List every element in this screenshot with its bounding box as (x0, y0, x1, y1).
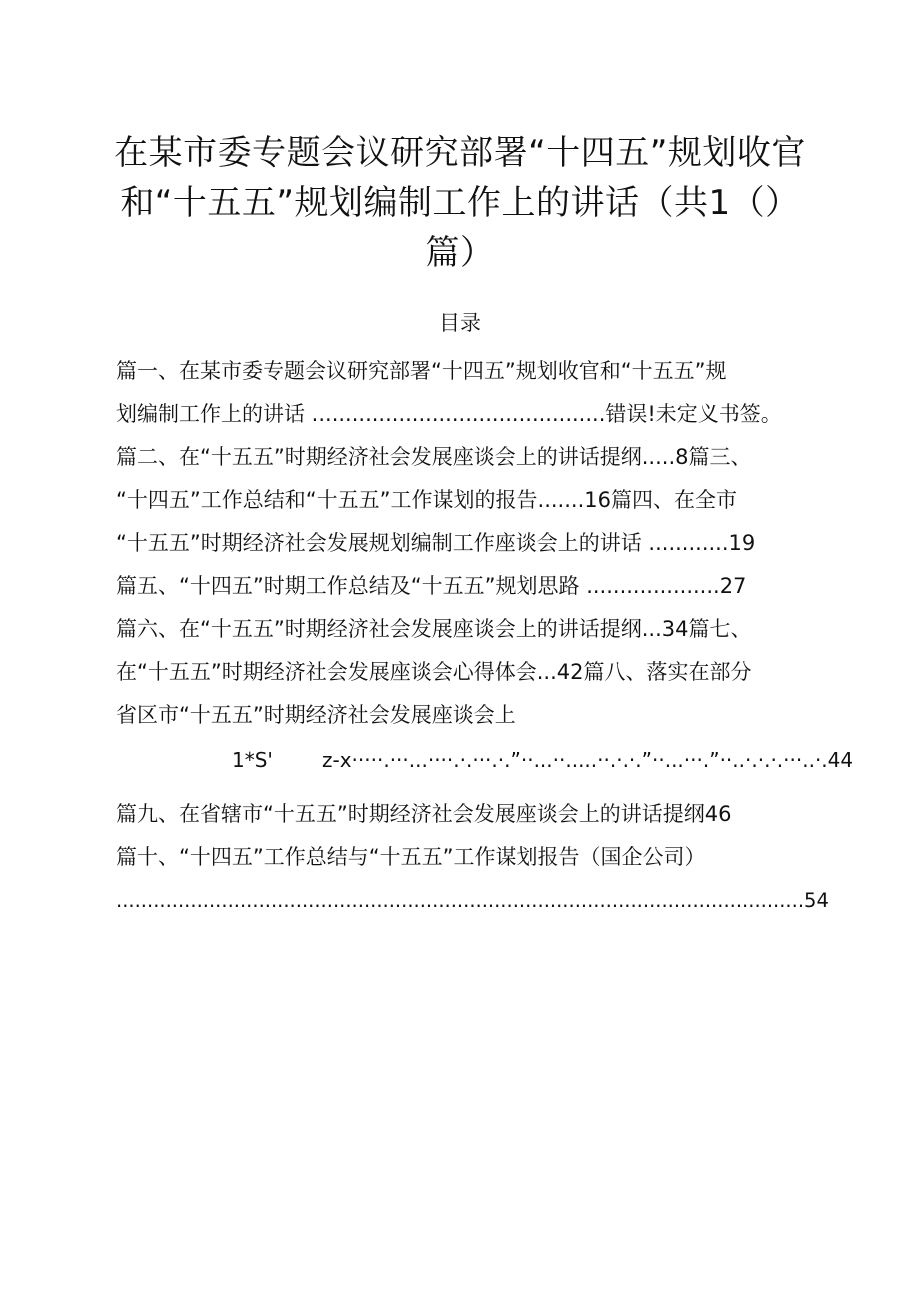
toc-line[interactable]: 篇六、在“十五五”时期经济社会发展座谈会上的讲话提纲...34篇七、 (116, 617, 752, 641)
toc-garbled-line[interactable] (116, 737, 854, 783)
toc-line[interactable]: 篇一、在某市委专题会议研究部署“十四五”规划收官和“十五五”规 (116, 359, 727, 383)
toc-heading: 目录 (439, 311, 481, 335)
toc-line[interactable]: 篇十、“十四五”工作总结与“十五五”工作谋划报告（国企公司） (116, 845, 706, 869)
garbled-prefix: 1*S' (232, 748, 273, 772)
toc-line[interactable]: 篇五、“十四五”时期工作总结及“十五五”规划思路 ....................27 (116, 574, 747, 598)
toc-line[interactable]: 篇九、在省辖市“十五五”时期经济社会发展座谈会上的讲话提纲46 (116, 802, 732, 826)
toc-line[interactable]: 省区市“十五五”时期经济社会发展座谈会上 (116, 703, 516, 727)
title-line: 和“十五五”规划编制工作上的讲话（共1（） (120, 183, 800, 223)
toc-line[interactable]: ...............................................................................................................54 (116, 889, 829, 912)
toc-line[interactable]: “十五五”时期经济社会发展规划编制工作座谈会上的讲话 ............19 (116, 531, 756, 555)
table-of-contents (116, 350, 854, 922)
title-line: 篇） (425, 233, 495, 273)
title-line: 在某市委专题会议研究部署“十四五”规划收官 (114, 133, 806, 173)
document-title (60, 128, 860, 278)
toc-line[interactable]: 篇二、在“十五五”时期经济社会发展座谈会上的讲话提纲.....8篇三、 (116, 445, 752, 469)
toc-line[interactable]: 在“十五五”时期经济社会发展座谈会心得体会...42篇八、落实在部分 (116, 660, 752, 684)
garbled-leader: z-x·····.···...····.·.···.·.”··...··.....··.·.·.”··...···.”··..·.·.·.···..·.44 (322, 748, 854, 772)
toc-line[interactable]: 划编制工作上的讲话 ............................................错误!未定义书签。 (116, 402, 782, 426)
toc-line[interactable]: “十四五”工作总结和“十五五”工作谋划的报告.......16篇四、在全市 (116, 488, 737, 512)
